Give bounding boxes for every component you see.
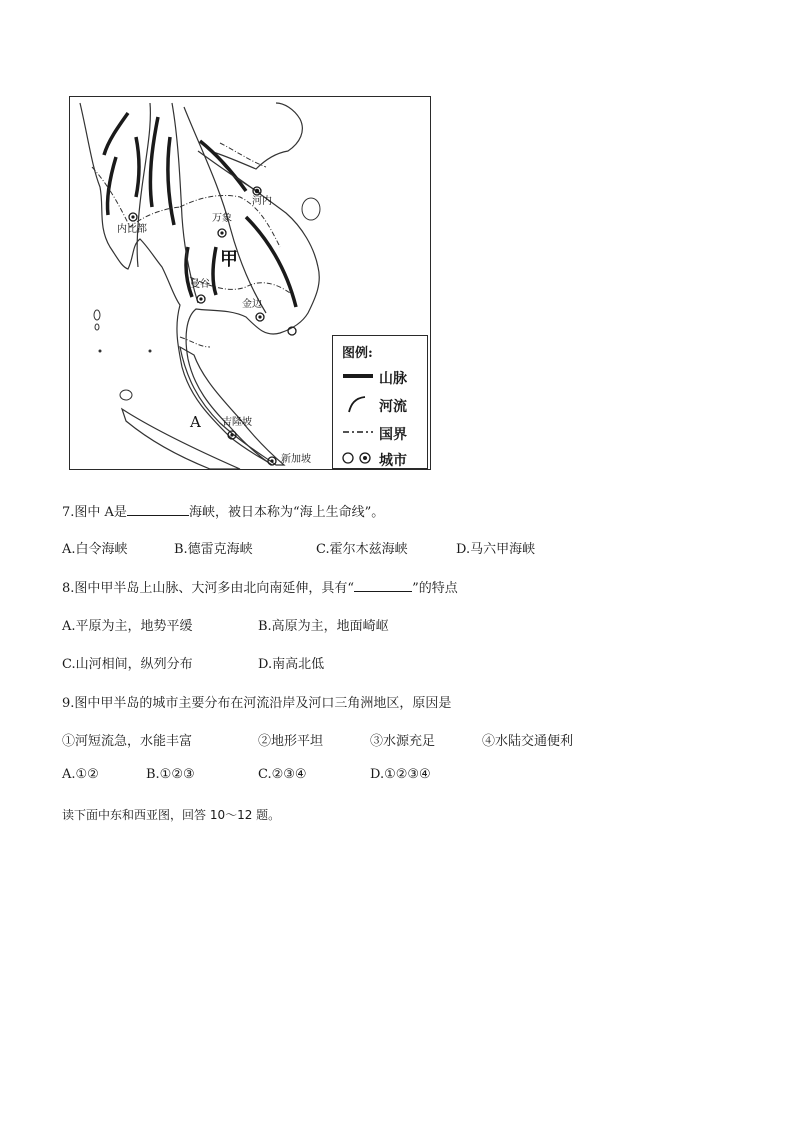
q7-option-a: A.白令海峡 [62,542,128,557]
q9-stem: 9.图中甲半岛的城市主要分布在河流沿岸及河口三角洲地区，原因是 [62,696,452,711]
label-vientiane: 万象 [212,213,232,224]
border-4 [180,337,210,347]
q8-stem-before: 8.图中甲半岛上山脉、大河多由北向南延伸，具有“ [62,581,355,596]
q9-statement-4: ④水陆交通便利 [482,734,574,749]
q7-option-d: D.马六甲海峡 [456,542,536,557]
q8-option-b: B.高原为主，地面崎岖 [258,619,389,634]
q9-statement-1: ①河短流急，水能丰富 [62,734,193,749]
q8-option-c: C.山河相间，纵列分布 [62,657,193,672]
legend-mountain-label: 山脉 [379,371,407,387]
label-kuala-lumpur: 吉隆坡 [222,417,252,428]
mountain-symbol-icon [341,366,375,386]
label-bangkok: 曼谷 [190,279,210,290]
q9-option-c: C.②③④ [258,767,307,782]
q8-option-a: A.平原为主，地势平缓 [62,619,193,634]
q7-stem-before: 7.图中 A是 [62,505,127,520]
mountain-8 [246,217,296,307]
city-hanoi [253,187,261,195]
label-hanoi: 河内 [252,196,272,207]
mountain-4 [150,117,158,207]
malay-peninsula [180,347,284,465]
border-symbol-icon [341,422,375,442]
label-a: A [190,413,201,431]
q9-statement-3: ③水源充足 [370,734,436,749]
legend-mountain [341,366,427,386]
city-vientiane [218,229,226,237]
q7-option-c: C.霍尔木兹海峡 [316,542,408,557]
legend-border-label: 国界 [379,427,407,443]
q9-option-a: A.①② [62,767,99,782]
q7-option-b: B.德雷克海峡 [174,542,253,557]
label-phnom-penh: 金边 [242,299,262,310]
label-singapore: 新加坡 [281,454,311,465]
river-symbol-icon [341,394,375,414]
mountain-1 [104,113,128,155]
legend-river-label: 河流 [379,399,407,415]
q8-blank [354,579,412,592]
label-jia: 甲 [220,249,238,270]
q7-blank [127,503,189,516]
mountain-9 [213,247,216,295]
mountain-3 [136,137,139,197]
question-8 [62,577,458,596]
label-naypyidaw: 内比都 [117,224,147,235]
q7-stem-after: 海峡，被日本称为“海上生命线”。 [188,505,385,520]
q9-option-d: D.①②③④ [370,767,431,782]
city-naypyidaw [129,213,137,221]
mountain-2 [107,157,116,215]
q8-stem-after: ”的特点 [412,581,458,596]
legend-city-label: 城市 [379,453,407,469]
mountain-7 [200,141,246,191]
q9-statement-2: ②地形平坦 [258,734,324,749]
city-symbol-icon [341,448,375,468]
q9-option-b: B.①②③ [146,767,195,782]
mountain-5 [168,137,174,225]
question-7 [62,501,384,520]
q8-option-d: D.南高北低 [258,657,325,672]
legend-border [341,422,427,442]
legend-river [341,394,427,414]
legend-city [341,448,427,468]
question-9 [62,692,451,711]
section-instruction: 读下面中东和西亚图，回答 10～12 题。 [62,808,281,822]
city-phnom-penh [256,313,264,321]
legend-title: 图例: [342,346,373,361]
map-figure [69,96,431,470]
map-legend [332,335,428,469]
city-bangkok [197,295,205,303]
